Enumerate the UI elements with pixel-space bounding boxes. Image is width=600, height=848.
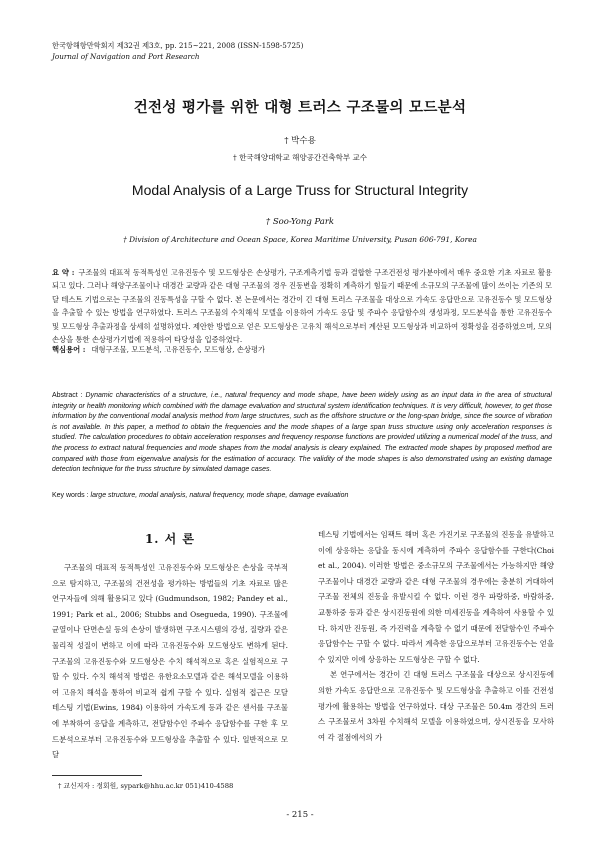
affiliation-korean: † 한국해양대학교 해양공간건축학부 교수 xyxy=(232,153,368,162)
body-paragraph: 본 연구에서는 경간이 긴 대형 트러스 구조물을 대상으로 상시진동에 의한 가속도 응답만으로 고유진동수 및 모드형상을 추출하고 이를 건전성 평가에 활용하는 방법을 연구하였다. 대상 구조물은 50.4m 경간의 트러스 구조물로서 3차원 수치해석 모델을 이용하였으며, 상시진동을 모사하여 각 절점에서의 가 xyxy=(318,670,554,742)
abstract-english-label: Abstract : xyxy=(52,392,83,399)
abstract-korean-text: 구조물의 대표적 동적특성인 고유진동수 및 모드형상은 손상평가, 구조계측기법 등과 결합한 구조건전성 평가분야에서 매우 중요한 기초 자료로 활용되고 있다. 그러나 해양구조물이나 대경간 교량과 같은 대형 구조물의 경우 진동변을 정확히 계측하기 힘들기 때문에 소규모의 구조물에 많이 쓰이는 기존의 모달 테스트 기법으로는 구조물의 진동특성을 구할 수 없다. 본 논문에서는 경간이 긴 대형 트러스 구조물을 대상으로 가속도 응답만으로 고유진동수 및 모드형상을 추출할 수 있는 방법을 연구하였다. 트러스 구조물의 수치해석 모델을 이용하여 가속도 응답 및 주파수 응답함수의 생성과정, 모드분석을 통한 고유진동수 및 모드형상 추출과정을 상세히 설명하였다. 제안한 방법으로 얻은 모드형상은 고유치 해석으로부터 계산된 모드형상과 비교하여 정확성을 검증하였으며, 모의 손상을 통한 손상평가기법에 적용하여 타당성을 입증하였다. xyxy=(52,268,553,345)
footnote-corresponding-author: † 교신저자 : 정회원, sypark@hhu.ac.kr 051)410-4588 xyxy=(58,782,234,790)
body-column-left xyxy=(52,560,288,763)
keywords-english xyxy=(52,492,552,499)
section-heading-introduction: 1. 서 론 xyxy=(144,532,196,546)
abstract-korean-label: 요 약 : xyxy=(52,268,75,277)
keywords-korean xyxy=(52,345,552,355)
journal-citation: 한국항해항만학회지 제32권 제3호, pp. 215~221, 2008 (ISSN-1598-5725) xyxy=(52,41,304,50)
footnote-divider xyxy=(52,775,142,776)
title-korean: 건전성 평가를 위한 대형 트러스 구조물의 모드분석 xyxy=(133,99,467,116)
affiliation-english: † Division of Architecture and Ocean Space, Korea Maritime University, Pusan 606-791, Korea xyxy=(123,235,477,244)
title-english: Modal Analysis of a Large Truss for Structural Integrity xyxy=(131,182,469,198)
abstract-korean xyxy=(52,266,552,346)
journal-name-en: Journal of Navigation and Port Research xyxy=(52,52,200,61)
body-paragraph: 테스팅 기법에서는 임팩트 해머 혹은 가진기로 구조물의 진동을 유발하고 이에 상응하는 응답을 동시에 계측하여 주파수 응답함수를 구한다(Choi et al., 2004). 이러한 방법은 중소규모의 구조물에서는 가능하지만 해양구조물이나 대경간 교량과 같은 대형 구조물의 경우에는 충분히 거대하여 구조물 전체의 진동을 유발시킬 수 없다. 이런 경우 파랑하중, 바람하중, 교통하중 등과 같은 상시진동원에 의한 미세진동을 계측하여 사용할 수 있다. 하지만 진동원, 즉 가진력을 계측할 수 없기 때문에 전달함수인 주파수 응답함수는 구할 수 없다. 따라서 계측한 응답으로부터 고유진동수는 얻을 수 있지만 이에 상응하는 모드형상은 구할 수 없다. xyxy=(318,530,554,664)
keywords-korean-text: 대형구조물, 모드분석, 고유진동수, 모드형상, 손상평가 xyxy=(91,345,266,354)
keywords-english-text: large structure, modal analysis, natural frequency, mode shape, damage evaluation xyxy=(90,492,349,499)
body-column-right xyxy=(318,527,554,745)
page-number: - 215 - xyxy=(286,810,314,820)
keywords-english-label: Key words : xyxy=(52,492,89,499)
abstract-english xyxy=(52,391,552,476)
body-paragraph: 구조물의 대표적 동적특성인 고유진동수와 모드형상은 손상을 국부적으로 탐지하고, 구조물의 건전성을 평가하는 방법들의 기초 자료로 많은 연구자들에 의해 활용되고 있다 (Gudmundson, 1982; Pandey et al., 1991; Park et al., 2006; Stubbs and Osegueda, 1990). 구조물에 균열이나 단면손실 등의 손상이 발생하면 구조시스템의 강성, 질량과 같은 물리적 성질이 변하고 이에 따라 고유진동수와 모드형상도 변하게 된다. 구조물의 고유진동수와 모드형상은 수치 해석적으로 혹은 실험적으로 구할 수 있다. 수치 해석적 방법은 유한요소모델과 같은 해석모델을 이용하여 고유치 해석을 통하여 비교적 쉽게 구할 수 있다. 실험적 접근은 모달 테스팅 기법(Ewins, 1984) 이용하여 가속도계 등과 같은 센서를 구조물에 부착하여 응답을 계측하고, 전달함수인 주파수 응답함수를 구한 후 모드분석으로부터 고유진동수와 모드형상을 추출할 수 있다. 일반적으로 모달 xyxy=(52,563,288,760)
author-korean: † 박수용 xyxy=(284,136,316,146)
author-english: † Soo-Yong Park xyxy=(265,217,335,227)
keywords-korean-label: 핵심용어 : xyxy=(52,345,86,354)
journal-header xyxy=(52,40,303,62)
abstract-english-text: Dynamic characteristics of a structure, i.e., natural frequency and mode shape, have been widely using as an input data in the area of structural integrity or health monitoring which combined with the damage evaluation and structural system identification techniques. It is very difficult, however, to get those information by the conventional modal analysis method from large structures, such as the offshore structure or the long-span bridge, since the source of vibration is not available. In this paper, a method to obtain the frequencies and the mode shapes of a large span truss structure using only acceleration responses is studied. The calculation procedures to obtain acceleration responses and frequency response functions are provided utilizing a numerical model of the truss, and the process to extract natural frequencies and mode shapes from the modal analysis is cleary explained. The extracted mode shapes by proposed method are compared with those from eigenvalue analysis for the estimation of accuracy. The validity of the mode shapes is also demonstrated using an existing damage detection technique for the truss structure by simulated damage cases. xyxy=(52,392,552,474)
